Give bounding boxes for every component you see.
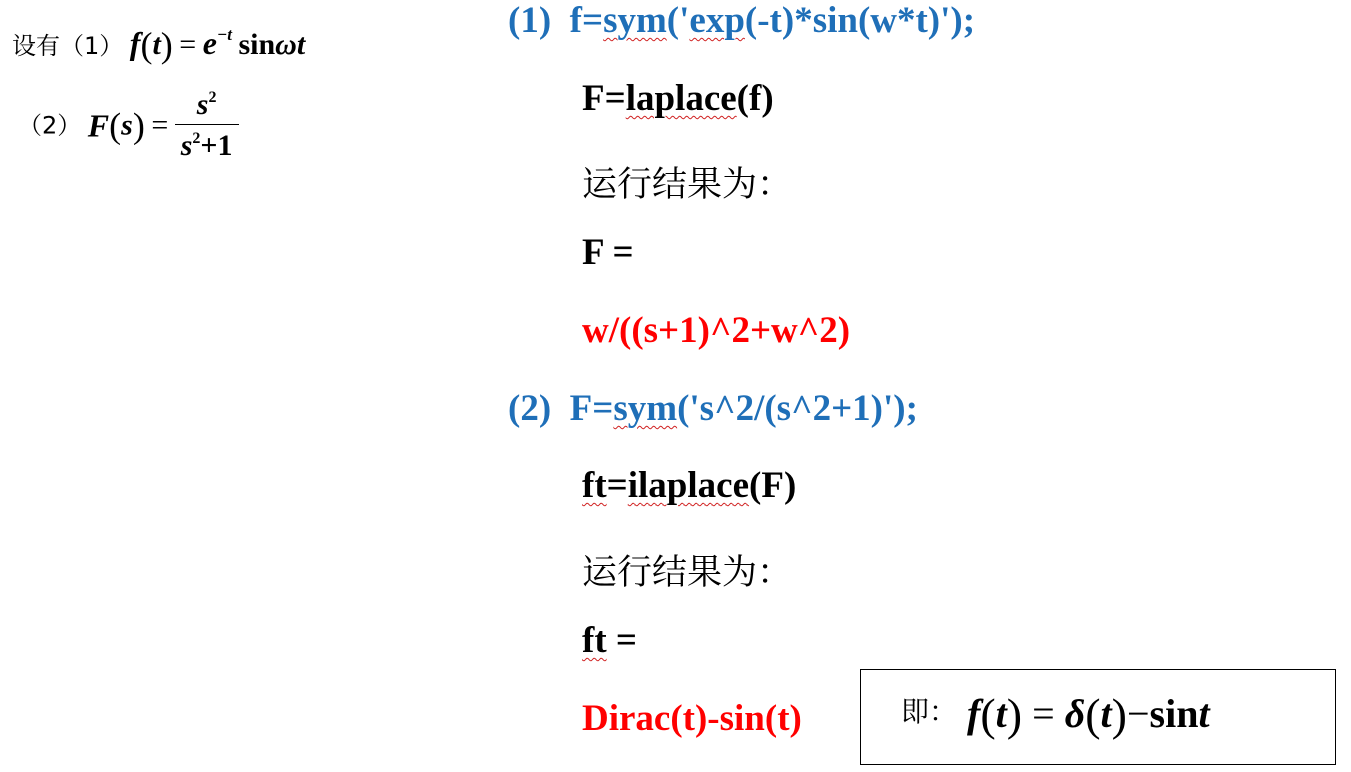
- item1-label: （1）: [60, 32, 124, 60]
- part2-line1: (2) F=sym('s^2/(s^2+1)');: [508, 388, 918, 429]
- result-prefix: 即：: [901, 695, 958, 728]
- part1-line1: (1) f=sym('exp(-t)*sin(w*t)');: [508, 0, 976, 41]
- part1-label: (1): [508, 0, 552, 41]
- item1-sin: sin: [238, 28, 276, 61]
- item2-function-name: F: [87, 107, 110, 144]
- part1-exp-keyword: exp: [689, 0, 745, 41]
- item2-denominator: $s^2+1$: [180, 129, 233, 162]
- result-function-name: f: [967, 691, 981, 736]
- item1-equals: =: [179, 28, 197, 61]
- part2-ft-variable: ft: [582, 465, 607, 506]
- item2-equals: =: [151, 108, 169, 142]
- result-minus: −: [1126, 691, 1150, 736]
- item1-exponent: −t: [216, 25, 232, 44]
- item2-fraction: [175, 90, 239, 161]
- part2-result-caption: 运行结果为：: [582, 553, 793, 593]
- part1-sym-keyword: sym: [603, 0, 667, 41]
- result-sin: sin: [1149, 691, 1199, 736]
- result-delta: δ: [1064, 691, 1086, 736]
- problem-item-1: 设有（1） $f(t) = e^{-t}$ sinωt: [12, 25, 306, 65]
- part1-laplace-keyword: laplace: [625, 78, 737, 119]
- result-formula: 即： f(t) = δ(t)−sint: [901, 689, 1210, 740]
- problem-item-2: （2） F(s) = $\frac{s^2}{s^2+1}$: [18, 90, 239, 161]
- part1-line2: F=laplace(f): [582, 78, 774, 119]
- part2-sym-keyword: sym: [613, 388, 678, 429]
- item1-argument: ωt: [275, 28, 306, 61]
- item1-variable: t: [152, 28, 161, 61]
- part2-ilaplace-keyword: ilaplace: [627, 465, 750, 506]
- problem-intro: 设有: [12, 32, 60, 60]
- item1-base: e: [202, 25, 217, 61]
- part2-result-value: Dirac(t)-sin(t): [582, 698, 802, 739]
- part2-label: (2): [508, 388, 552, 429]
- result-equals: =: [1032, 691, 1055, 736]
- part2-result-variable: ft =: [582, 620, 637, 661]
- part1-result-variable: F =: [582, 232, 634, 273]
- part2-line2: ft=ilaplace(F): [582, 465, 797, 506]
- item2-label: （2）: [18, 111, 82, 140]
- item2-numerator: $s^2$: [175, 90, 239, 125]
- item2-variable: s: [121, 108, 133, 142]
- part1-result-value: w/((s+1)^2+w^2): [582, 310, 851, 351]
- item1-function-name: f: [129, 25, 141, 61]
- part1-result-caption: 运行结果为：: [582, 165, 793, 205]
- result-box: [860, 669, 1336, 765]
